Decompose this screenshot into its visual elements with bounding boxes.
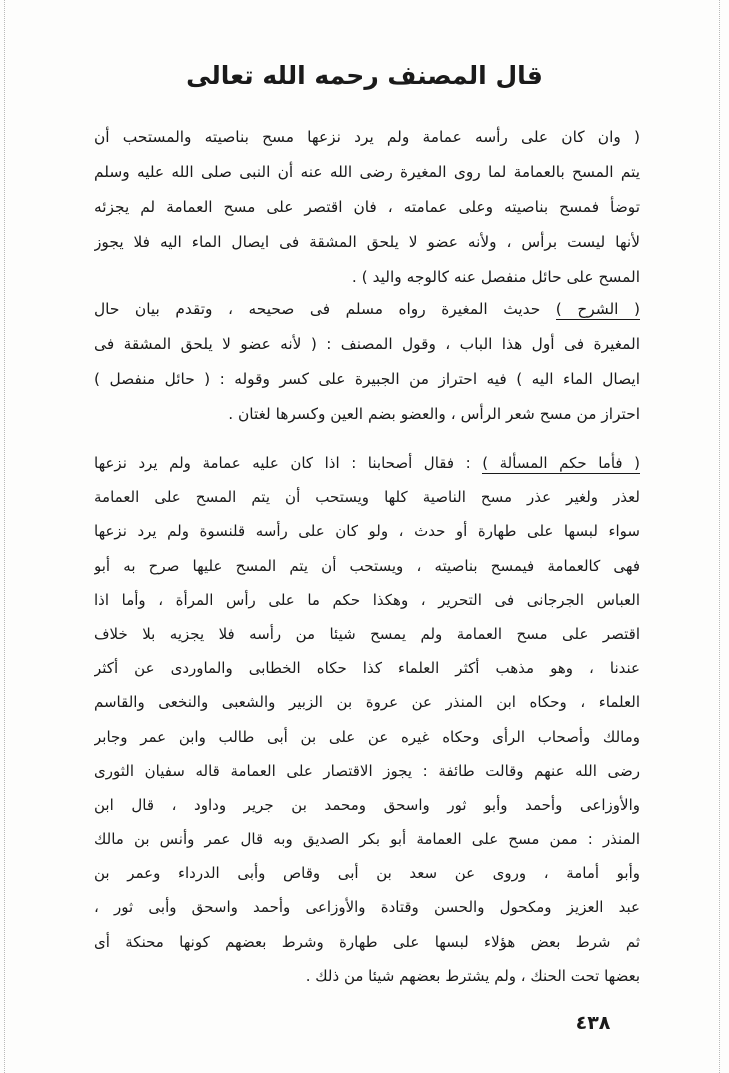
text-line: ومالك وأصحاب الرأى وحكاه غيره عن على بن أبى طالب وابن عمر وجابر	[94, 727, 640, 746]
sharh-label: ( الشرح )	[555, 300, 640, 318]
text-line: العلماء ، وحكاه ابن المنذر عن عروة بن الزبير والشعبى والنخعى والقاسم	[94, 693, 640, 712]
page-edge-right	[719, 0, 721, 1073]
text-line: المسح على حائل منفصل عنه كالوجه واليد ) .	[351, 268, 640, 286]
text-line: المنذر : ممن مسح على العمامة أبو بكر الصديق وبه قال عمر وأنس بن مالك	[94, 830, 640, 849]
page-heading: قال المصنف رحمه الله تعالى	[186, 61, 543, 90]
text-line: ايصال الماء اليه ) فيه احتراز من الجبيرة على كسر وقوله : ( حائل منفصل )	[94, 370, 640, 388]
text-line: والأوزاعى وأحمد وأبو ثور واسحق ومحمد بن جرير وداود ، قال ابن	[94, 795, 640, 814]
text-line: لعذر ولغير عذر مسح الناصية كلها ويستحب أن يتم المسح على العمامة	[94, 488, 640, 507]
masala-paragraph	[94, 446, 640, 993]
text-line: لأنها ليست برأس ، ولأنه عضو لا يلحق المشقة فى ايصال الماء اليه فلا يجوز	[94, 233, 640, 251]
text-line: سواء لبسها على طهارة أو حدث ، ولو كان على رأسه قلنسوة ولم يرد نزعها	[94, 522, 640, 541]
text-line: عبد العزيز ومكحول والحسن وقتادة والأوزاعى وأحمد واسحق وأبى ثور ،	[94, 898, 640, 917]
text-line: العباس الجرجانى فى التحرير ، وهكذا حكم ما على رأس المرأة ، وأما اذا	[94, 590, 640, 609]
sharh-paragraph	[94, 292, 640, 432]
matn-paragraph	[94, 120, 640, 295]
text-line: بعضها تحت الحنك ، ولم يشترط بعضهم شيئا من ذلك .	[305, 966, 640, 985]
text-line: توضأ فمسح بناصيته وعلى عمامته ، فان اقتصر على مسح العمامة لم يجزئه	[94, 198, 640, 216]
text-line	[94, 292, 640, 327]
page-number: ٤٣٨	[575, 1012, 611, 1034]
text-line: ثم شرط بعض هؤلاء لبسها على طهارة وشرط بعضهم كونها محنكة أى	[94, 932, 640, 951]
text-line: احتراز من مسح شعر الرأس ، والعضو بضم العين وكسرها لغتان .	[228, 405, 640, 423]
page-edge-left	[4, 0, 6, 1073]
text-line: فهى كالعمامة فيمسح بناصيته ، ويستحب أن يتم المسح عليها صرح به أبو	[94, 556, 640, 575]
text-line	[94, 446, 640, 480]
text-line: رضى الله عنهم وقالت طائفة : يجوز الاقتصار على العمامة قاله سفيان الثورى	[94, 761, 640, 780]
sharh-first-line: حديث المغيرة رواه مسلم فى صحيحه ، وتقدم بيان حال	[94, 300, 541, 318]
masala-label: ( فأما حكم المسألة )	[482, 454, 640, 472]
text-line: يتم المسح بالعمامة لما روى المغيرة رضى الله عنه أن النبى صلى الله عليه وسلم	[94, 163, 640, 181]
text-line: ( وان كان على رأسه عمامة ولم يرد نزعها مسح بناصيته والمستحب أن	[94, 128, 640, 146]
text-line: المغيرة فى أول هذا الباب ، وقول المصنف : ( لأنه عضو لا يلحق المشقة فى	[94, 335, 640, 353]
text-line: اقتصر على مسح العمامة ولم يمسح شيئا من رأسه فلا يجزيه بلا خلاف	[94, 624, 640, 643]
masala-first-line: : فقال أصحابنا : اذا كان عليه عمامة ولم يرد نزعها	[94, 454, 471, 472]
text-line: عندنا ، وهو مذهب أكثر العلماء كذا حكاه الخطابى والماوردى عن أكثر	[94, 659, 640, 678]
text-line: وأبو أمامة ، وروى عن سعد بن أبى وقاص وأبى الدرداء وعمر بن	[94, 864, 640, 883]
